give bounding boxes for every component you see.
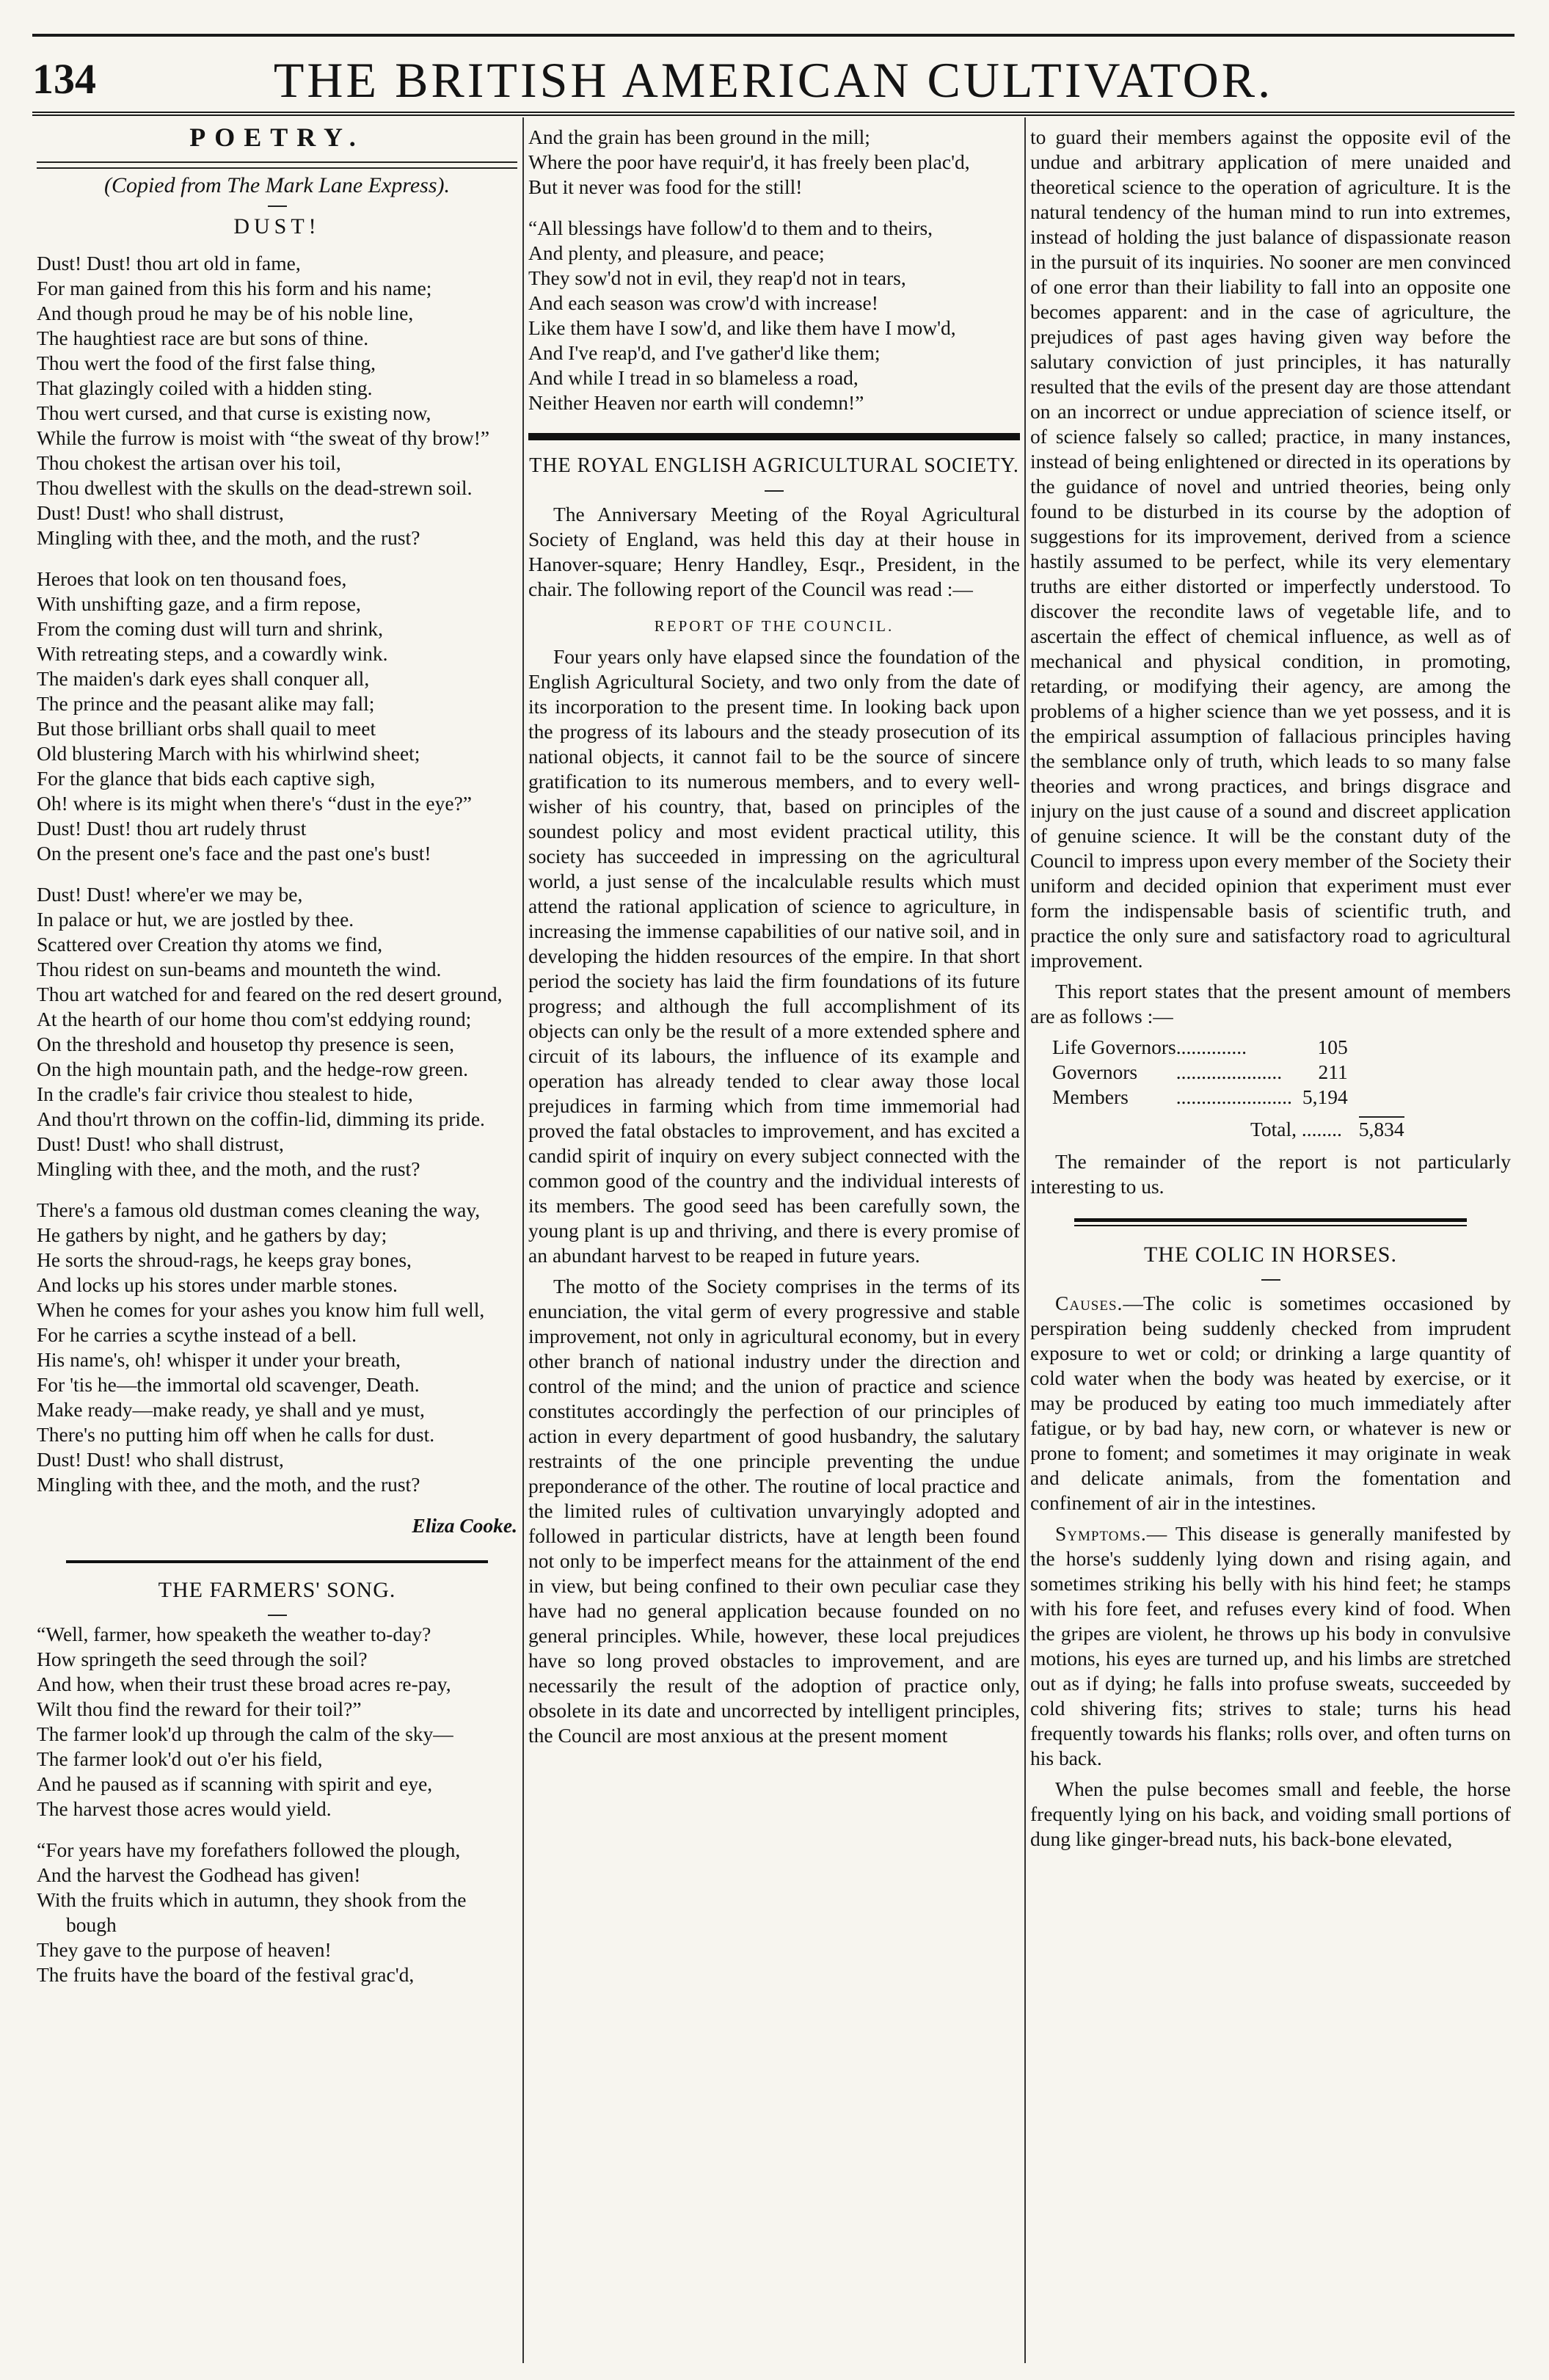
- dash-rule: [268, 205, 287, 207]
- verse-line: And he paused as if scanning with spirit and eye,: [37, 1772, 433, 1795]
- verse-line: Mingling with thee, and the moth, and the rust?: [37, 526, 420, 549]
- section-rule: [66, 1560, 488, 1563]
- members-row: [1052, 1060, 1348, 1085]
- verse-line: Thou dwellest with the skulls on the dead-strewn soil.: [37, 476, 473, 499]
- verse-line: In palace or hut, we are jostled by thee.: [37, 908, 354, 931]
- poem-farmers-song: [37, 1622, 517, 1987]
- section-rule: [528, 433, 1020, 440]
- poem-continued-stanza: [528, 216, 1020, 415]
- verse-line: Heroes that look on ten thousand foes,: [37, 567, 347, 590]
- section-rule: [1074, 1218, 1467, 1226]
- dash-rule: [268, 1615, 287, 1616]
- remainder-note: The remainder of the report is not particularly interesting to us.: [1030, 1150, 1511, 1198]
- verse-line: And the grain has been ground in the mill;: [528, 125, 870, 148]
- verse-line: Make ready—make ready, ye shall and ye must,: [37, 1398, 425, 1421]
- masthead: [32, 38, 1515, 116]
- verse-line: And plenty, and pleasure, and peace;: [528, 241, 825, 264]
- verse-line: With the fruits which in autumn, they shook from the bough: [37, 1888, 467, 1936]
- verse-line: His name's, oh! whisper it under your breath,: [37, 1348, 401, 1371]
- verse-line: That glazingly coiled with a hidden sting.: [37, 376, 373, 399]
- dash-rule: [1261, 1279, 1280, 1281]
- verse-line: In the cradle's fair crivice thou stealest to hide,: [37, 1082, 413, 1105]
- symptoms-label: Symptoms.: [1055, 1522, 1147, 1545]
- verse-line: Dust! Dust! where'er we may be,: [37, 883, 303, 906]
- verse-line: And the harvest the Godhead has given!: [37, 1863, 361, 1886]
- verse-line: Scattered over Creation thy atoms we find,: [37, 933, 383, 956]
- verse-line: He gathers by night, and he gathers by day;: [37, 1223, 387, 1246]
- column-rule-1: [522, 117, 524, 2363]
- verse-line: And thou'rt thrown on the coffin-lid, dimming its pride.: [37, 1107, 485, 1130]
- verse-line: From the coming dust will turn and shrink,: [37, 617, 384, 640]
- poem-title-farmers-song: THE FARMERS' SONG.: [158, 1578, 396, 1602]
- leader-dots: .....................: [1176, 1060, 1283, 1083]
- verse-line: There's no putting him off when he calls for dust.: [37, 1423, 435, 1446]
- verse-line: There's a famous old dustman comes cleaning the way,: [37, 1198, 481, 1221]
- member-category: Governors: [1052, 1060, 1138, 1083]
- poem-author: Eliza Cooke.: [412, 1514, 517, 1537]
- pulse-paragraph: When the pulse becomes small and feeble, the horse frequently lying on his back, and voiding small portions of dung like ginger-bread nuts, his back-bone elevated,: [1030, 1777, 1511, 1850]
- symptoms-paragraph: [1030, 1521, 1511, 1771]
- verse-line: How springeth the seed through the soil?: [37, 1648, 368, 1670]
- verse-line: The farmer look'd up through the calm of the sky—: [37, 1722, 453, 1745]
- verse-line: The prince and the peasant alike may fall;: [37, 692, 375, 715]
- verse-line: The maiden's dark eyes shall conquer all,: [37, 667, 370, 690]
- verse-line: Mingling with thee, and the moth, and the rust?: [37, 1157, 420, 1180]
- report-paragraph-continued: to guard their members against the opposite evil of the undue and arbitrary application of mere unaided and theoretical science to the operation of agriculture. It is the natural tendency of the human mind to run into extremes, instead of holding the just balance of dispassionate reason in the pursuit of its inquiries. No sooner are men convinced of one error than their liability to fall into an opposite one becomes apparent: and in the case of agriculture, the prejudices of past ages having given way before the salutary conviction of just principles, it has naturally resulted that the evils of the present day are those attendant on an incorrect or undue appreciation of science itself, or of science falsely so called; practice, in many instances, instead of being enlightened or directed in its operations by the guidance of novel and untried theories, being only found to be disturbed in its course by the adoption of suggestions for its improvement, derived from a science hastily assumed to be perfect, while its very elementary truths are either distorted or imperfectly understood. To discover the recondite laws of vegetable life, and to ascertain the effect of chemical influence, as well as of mechanical and physical condition, in promoting, retarding, or modifying their agency, are among the problems of a higher science than we yet possess, and it is the empirical assumption of fallacious principles having the semblance only of truth, which leads to so many false theories and wrong practices, and brings disgrace and injury on the just cause of a sound and discreet application of genuine science. It will be the constant duty of the Council to impress upon every member of the Society their uniform and decided opinion that experiment must ever form the indispensable basis of scientific truth, and practice the only sure and satisfactory road to agricultural improvement.: [1030, 125, 1511, 972]
- stanza: [37, 1198, 517, 1497]
- verse-line: And locks up his stores under marble stones.: [37, 1273, 398, 1296]
- leader-dots: ..............: [1176, 1036, 1247, 1058]
- member-count: 105: [1317, 1036, 1348, 1058]
- verse-line: They gave to the purpose of heaven!: [37, 1938, 332, 1961]
- total-label: Total,: [1250, 1118, 1297, 1140]
- verse-line: On the present one's face and the past one's bust!: [37, 842, 431, 865]
- verse-line: Wilt thou find the reward for their toil?”: [37, 1697, 362, 1720]
- verse-line: Neither Heaven nor earth will condemn!”: [528, 391, 864, 414]
- verse-line: On the threshold and housetop thy presence is seen,: [37, 1033, 454, 1055]
- verse-line: The farmer look'd out o'er his field,: [37, 1747, 323, 1770]
- verse-line: On the high mountain path, and the hedge-row green.: [37, 1058, 469, 1080]
- member-category: Members: [1052, 1085, 1129, 1108]
- verse-line: Thou ridest on sun-beams and mounteth the wind.: [37, 958, 442, 980]
- verse-line: Thou wert cursed, and that curse is existing now,: [37, 401, 431, 424]
- top-rule: [32, 34, 1515, 37]
- column-1: [37, 125, 517, 2356]
- verse-line: Dust! Dust! who shall distrust,: [37, 501, 284, 524]
- page-number: 134: [32, 55, 96, 103]
- verse-line: Where the poor have requir'd, it has freely been plac'd,: [528, 150, 970, 173]
- leader-dots: .......................: [1176, 1085, 1292, 1108]
- verse-line: For man gained from this his form and his name;: [37, 277, 432, 299]
- rule: [37, 161, 517, 163]
- report-paragraph-2: The motto of the Society comprises in the terms of its enunciation, the vital germ of every progressive and stable improvement, not only in agricultural economy, but in every other branch of national industry under the direction and control of the mind; and the union of practice and science constitutes accordingly the perfection of our principles of action in every department of good husbandry, the salutary restraints of the one principle preventing the undue preponderance of the other. The routine of local practice and the limited rules of cultivation unvaryingly adopted and followed in particular districts, have at length been found not only to be imperfect means for the attainment of the end in view, but being confined to their own peculiar case they have had no general application because founded on no general principles. While, however, these local prejudices have so long proved obstacles to improvement, and are necessarily the result of the adoption of practice only, obsolete in its date and uncorrected by intelligent principles, the Council are most anxious at the present moment: [528, 1275, 1020, 1747]
- poetry-heading: POETRY.: [189, 125, 365, 152]
- members-row: [1052, 1035, 1348, 1060]
- verse-line: Thou wert the food of the first false thing,: [37, 352, 376, 374]
- verse-line: With retreating steps, and a cowardly wink.: [37, 642, 388, 665]
- members-table: [1052, 1035, 1348, 1110]
- stanza: [37, 251, 517, 550]
- members-row: [1052, 1085, 1348, 1110]
- verse-line: For 'tis he—the immortal old scavenger, Death.: [37, 1373, 420, 1396]
- verse-line: He sorts the shroud-rags, he keeps gray bones,: [37, 1248, 412, 1271]
- stanza: [37, 882, 517, 1182]
- verse-line: The haughtiest race are but sons of thine.: [37, 327, 369, 349]
- verse-line: Thou chokest the artisan over his toil,: [37, 451, 341, 474]
- verse-line: Thou art watched for and feared on the red desert ground,: [37, 983, 503, 1005]
- verse-line: And though proud he may be of his noble line,: [37, 302, 414, 324]
- verse-line: For the glance that bids each captive sigh,: [37, 767, 376, 790]
- verse-line: Mingling with thee, and the moth, and the rust?: [37, 1473, 420, 1496]
- verse-line: “For years have my forefathers followed the plough,: [37, 1838, 461, 1861]
- verse-line: Dust! Dust! thou art old in fame,: [37, 252, 301, 274]
- verse-line: Dust! Dust! who shall distrust,: [37, 1448, 284, 1471]
- verse-line: And I've reap'd, and I've gather'd like them;: [528, 341, 881, 364]
- report-heading: REPORT OF THE COUNCIL.: [654, 617, 894, 635]
- verse-line: But it never was food for the still!: [528, 175, 803, 198]
- member-count: 5,194: [1302, 1085, 1348, 1108]
- verse-line: Old blustering March with his whirlwind sheet;: [37, 742, 420, 765]
- report-paragraph-1: Four years only have elapsed since the foundation of the English Agricultural Society, and two only from the date of its incorporation to the present time. In looking back upon the progress of its labours and the steady prosecution of its national objects, it cannot fail to be the source of sincere gratification to its numerous members, and to every well-wisher of his country, that, based on principles of the soundest policy and most evident practical utility, this society has succeeded in impressing on the agricultural world, a just sense of the incalculable results which must attend the rational application of science to agriculture, in increasing the immense capabilities of our native soil, and in developing the hidden resources of the empire. In that short period the society has laid the firm foundations of its future progress; and although the full accomplishment of its objects can only be the result of a more extended sphere and circuit of its labours, the influence of its example and operation has already tended to clear away those local prejudices in farming which from time immemorial had proved the fatal obstacles to improvement, and has excited a candid spirit of inquiry on every subject connected with the common good of the country and the individual interests of its members. The good seed has been carefully sown, the young plant is up and thriving, and there is every promise of an abundant harvest to be reaped in future years.: [528, 645, 1020, 1267]
- causes-paragraph: [1030, 1291, 1511, 1515]
- verse-line: And each season was crow'd with increase!: [528, 291, 878, 314]
- stanza: [37, 1838, 517, 1987]
- column-2: [528, 125, 1020, 2356]
- verse-line: “Well, farmer, how speaketh the weather to-day?: [37, 1623, 431, 1645]
- verse-line: Dust! Dust! who shall distrust,: [37, 1132, 284, 1155]
- causes-text: —The colic is sometimes occasioned by perspiration being suddenly checked from imprudent exposure to wet or cold; or drinking a large quantity of cold water when the body was heated by exercise, or it may be produced by eating too much immediately after fatigue, or by bad hay, new corn, or whatever is new or prone to foment; and sometimes it may originate in weak and delicate animals, from the fomentation and confinement of air in the intestines.: [1030, 1292, 1511, 1514]
- members-total: [1250, 1117, 1511, 1142]
- member-category: Life Governors: [1052, 1036, 1176, 1058]
- verse-line: At the hearth of our home thou com'st eddying round;: [37, 1008, 472, 1030]
- verse-line: When he comes for your ashes you know him full well,: [37, 1298, 485, 1321]
- poem-source: (Copied from The Mark Lane Express).: [103, 173, 451, 197]
- symptoms-text: — This disease is generally manifested by the horse's suddenly lying down and rising again, and sometimes striking his belly with his hind feet; he stamps with his fore feet, and refuses every kind of food. When the gripes are violent, he throws up his body in convulsive motions, his eyes are turned up, and his limbs are stretched out as if dying; he falls into profuse sweats, succeeded by cold shivering fits; strives to stale; turns his head frequently towards his flanks; rolls over, and often turns on his back.: [1030, 1522, 1511, 1769]
- verse-line: The harvest those acres would yield.: [37, 1797, 332, 1820]
- verse-line: For he carries a scythe instead of a bell.: [37, 1323, 357, 1346]
- column-3: [1030, 125, 1511, 2356]
- verse-line: The fruits have the board of the festival grac'd,: [37, 1963, 415, 1986]
- verse-line: Dust! Dust! thou art rudely thrust: [37, 817, 307, 840]
- stanza: [37, 567, 517, 866]
- verse-line: Oh! where is its might when there's “dust in the eye?”: [37, 792, 472, 815]
- verse-line: But those brilliant orbs shall quail to meet: [37, 717, 376, 740]
- society-intro: The Anniversary Meeting of the Royal Agricultural Society of England, was held this day at their house in Hanover-square; Henry Handley, Esqr., President, in the chair. The following report of the Council was read :—: [528, 503, 1020, 600]
- society-heading: THE ROYAL ENGLISH AGRICULTURAL SOCIETY.: [529, 454, 1019, 477]
- verse-line: And how, when their trust these broad acres re-pay,: [37, 1673, 451, 1695]
- verse-line: And while I tread in so blameless a road,: [528, 366, 859, 389]
- dash-rule: [765, 490, 784, 492]
- verse-line: With unshifting gaze, and a firm repose,: [37, 592, 361, 615]
- publication-title: THE BRITISH AMERICAN CULTIVATOR.: [273, 52, 1274, 108]
- verse-line: While the furrow is moist with “the sweat of thy brow!”: [37, 426, 490, 449]
- members-intro: This report states that the present amount of members are as follows :—: [1030, 980, 1511, 1027]
- rule: [37, 167, 517, 169]
- total-value: 5,834: [1358, 1118, 1404, 1140]
- column-rule-2: [1024, 117, 1026, 2363]
- poem-continued: [528, 125, 1020, 200]
- total-dots: ........: [1301, 1118, 1342, 1140]
- verse-line: They sow'd not in evil, they reap'd not in tears,: [528, 266, 906, 289]
- verse-line: Like them have I sow'd, and like them have I mow'd,: [528, 316, 956, 339]
- member-count: 211: [1318, 1060, 1348, 1083]
- causes-label: Causes.: [1055, 1292, 1123, 1314]
- colic-heading: THE COLIC IN HORSES.: [1143, 1242, 1397, 1267]
- verse-line: “All blessings have follow'd to them and to theirs,: [528, 216, 933, 239]
- poem-title-dust: DUST!: [233, 214, 321, 239]
- poem-dust: [37, 251, 517, 1497]
- stanza: [37, 1622, 517, 1822]
